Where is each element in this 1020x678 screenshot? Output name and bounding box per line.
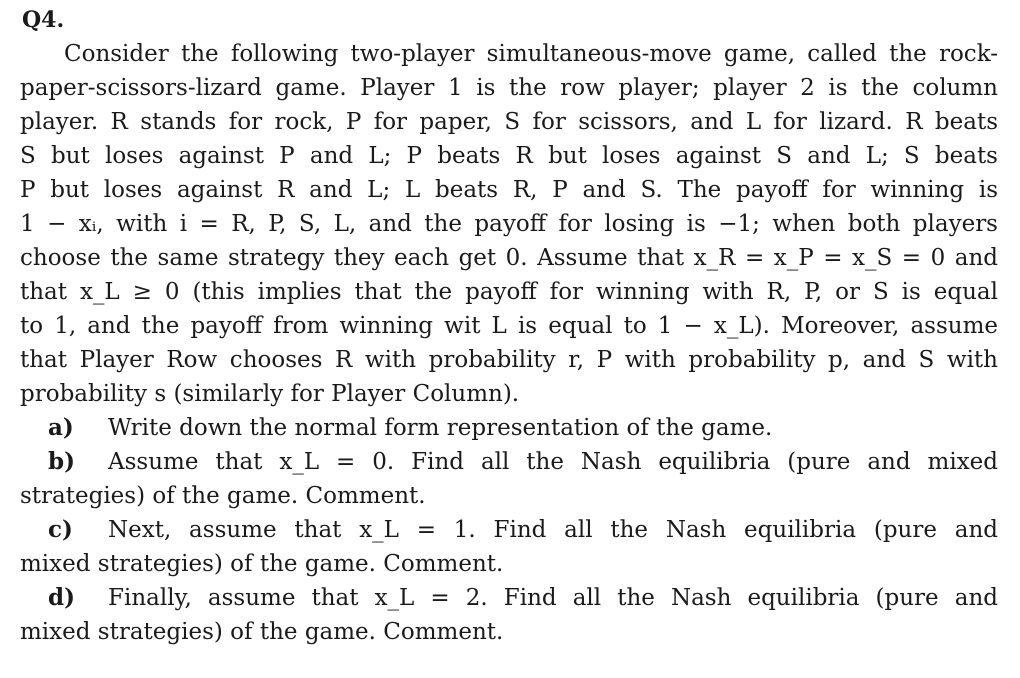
- intro-line: 1 − xᵢ, with i = R, P, S, L, and the payoff for losing is −1; when both players: [20, 211, 998, 237]
- question-title: Q4.: [22, 7, 65, 33]
- part-b-label: b): [48, 448, 75, 475]
- intro-line: S but loses against P and L; P beats R but loses against S and L; S beats: [20, 143, 998, 169]
- part-c-continuation: mixed strategies) of the game. Comment.: [20, 551, 504, 577]
- intro-line: probability s (similarly for Player Column).: [20, 381, 520, 407]
- question-block: [20, 6, 998, 649]
- intro-line: to 1, and the payoff from winning wit L is equal to 1 − x_L). Moreover, assume: [20, 313, 998, 339]
- intro-line: P but loses against R and L; L beats R, P and S. The payoff for winning is: [20, 177, 998, 203]
- part-c: [20, 513, 998, 547]
- intro-line: Consider the following two-player simultaneous-move game, called the rock-: [64, 41, 998, 67]
- intro-line: player. R stands for rock, P for paper, S for scissors, and L for lizard. R beats: [20, 109, 998, 135]
- part-c-label: c): [48, 516, 73, 543]
- part-c-text: Next, assume that x_L = 1. Find all the Nash equilibria (pure and: [108, 517, 998, 543]
- part-b-text: Assume that x_L = 0. Find all the Nash equilibria (pure and mixed: [108, 449, 998, 475]
- part-a-text: Write down the normal form representation of the game.: [108, 415, 773, 441]
- intro-line: choose the same strategy they each get 0. Assume that x_R = x_P = x_S = 0 and: [20, 245, 998, 271]
- part-b-continuation: strategies) of the game. Comment.: [20, 483, 426, 509]
- intro-line: that Player Row chooses R with probability r, P with probability p, and S with: [20, 347, 998, 373]
- part-b: [20, 445, 998, 479]
- part-a: [20, 411, 998, 445]
- intro-line: that x_L ≥ 0 (this implies that the payoff for winning with R, P, or S is equal: [20, 279, 998, 305]
- part-d-continuation: mixed strategies) of the game. Comment.: [20, 619, 504, 645]
- part-d-text: Finally, assume that x_L = 2. Find all the Nash equilibria (pure and: [108, 585, 998, 611]
- part-d: [20, 581, 998, 615]
- part-d-label: d): [48, 584, 75, 611]
- intro-line: paper-scissors-lizard game. Player 1 is the row player; player 2 is the column: [20, 75, 998, 101]
- part-a-label: a): [48, 414, 74, 441]
